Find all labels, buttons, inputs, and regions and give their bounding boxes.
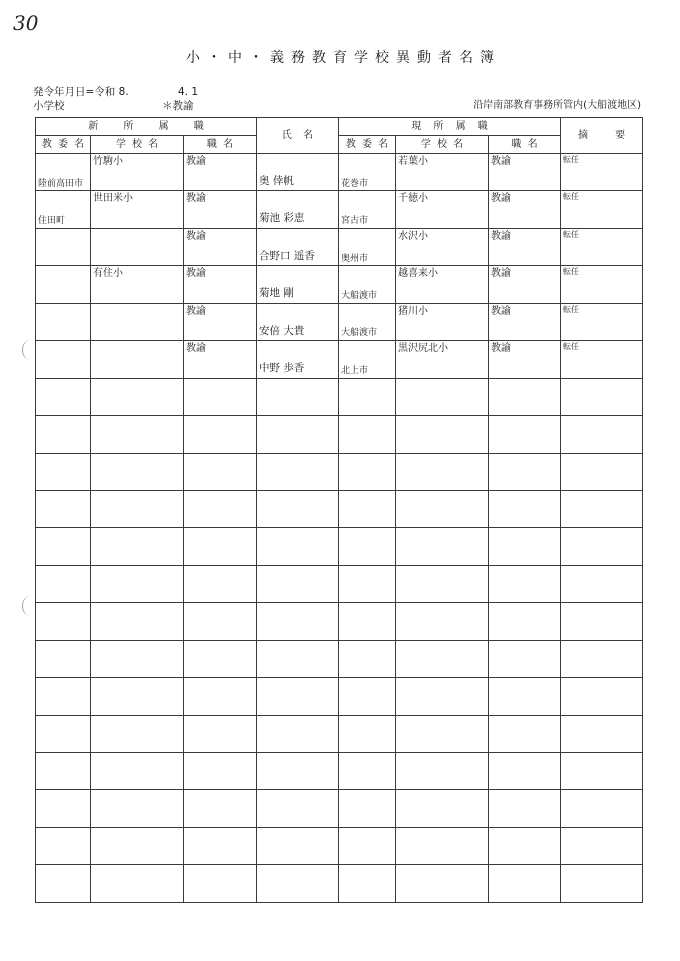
cell-name: [257, 603, 339, 640]
cell-remarks: [561, 753, 643, 790]
cell-new-position: [184, 603, 257, 640]
cell-new-board: [36, 303, 91, 340]
cell-current-board: [339, 827, 396, 864]
cell-remarks: [561, 528, 643, 565]
table-row: [36, 228, 643, 265]
header-current-position: 職 名: [489, 136, 561, 154]
cell-name: [257, 715, 339, 752]
cell-name: [257, 490, 339, 527]
cell-remarks: [561, 715, 643, 752]
cell-current-school: [396, 453, 489, 490]
cell-current-board: [339, 565, 396, 602]
cell-new-board: [36, 753, 91, 790]
cell-current-position: [489, 640, 561, 677]
cell-current-position: [489, 528, 561, 565]
cell-current-school: 猪川小: [396, 303, 489, 340]
cell-new-position: [184, 640, 257, 677]
cell-new-position: 教諭: [184, 191, 257, 228]
table-row: [36, 378, 643, 415]
cell-new-board: [36, 266, 91, 303]
cell-new-school: [91, 715, 184, 752]
position-filter: ＊教諭: [162, 100, 194, 112]
cell-current-board: [339, 715, 396, 752]
header-new-board: 教 委 名: [36, 136, 91, 154]
cell-remarks: [561, 565, 643, 602]
cell-new-school: [91, 640, 184, 677]
cell-remarks: 転任: [561, 341, 643, 378]
cell-current-position: [489, 865, 561, 902]
cell-current-board: [339, 453, 396, 490]
table-row: [36, 266, 643, 303]
cell-remarks: 転任: [561, 303, 643, 340]
cell-current-position: [489, 678, 561, 715]
cell-new-school: [91, 565, 184, 602]
cell-new-board: [36, 678, 91, 715]
cell-new-position: [184, 490, 257, 527]
table-row: [36, 678, 643, 715]
cell-new-position: [184, 378, 257, 415]
header-current-board: 教 委 名: [339, 136, 396, 154]
cell-current-school: [396, 753, 489, 790]
cell-new-position: 教諭: [184, 266, 257, 303]
table-body: [36, 154, 643, 903]
cell-new-school: [91, 753, 184, 790]
cell-new-position: [184, 790, 257, 827]
cell-new-school: [91, 603, 184, 640]
cell-current-school: 水沢小: [396, 228, 489, 265]
table-row: [36, 154, 643, 191]
cell-current-board: [339, 865, 396, 902]
cell-remarks: [561, 640, 643, 677]
cell-current-position: 教諭: [489, 154, 561, 191]
header-name: 氏 名: [257, 118, 339, 154]
table-row: [36, 865, 643, 902]
header-row-columns: [36, 136, 643, 154]
cell-new-position: [184, 827, 257, 864]
jurisdiction: 沿岸南部教育事務所管内(大船渡地区): [473, 100, 641, 111]
cell-current-position: 教諭: [489, 228, 561, 265]
cell-current-board: [339, 678, 396, 715]
cell-new-school: 世田米小: [91, 191, 184, 228]
cell-name: [257, 453, 339, 490]
cell-current-board: [339, 528, 396, 565]
cell-new-position: [184, 753, 257, 790]
cell-current-board: [339, 753, 396, 790]
cell-current-board: 花巻市: [339, 154, 396, 191]
cell-name: [257, 678, 339, 715]
cell-remarks: 転任: [561, 266, 643, 303]
cell-new-board: [36, 827, 91, 864]
cell-name: [257, 790, 339, 827]
cell-new-board: [36, 378, 91, 415]
cell-current-position: 教諭: [489, 303, 561, 340]
cell-current-school: [396, 865, 489, 902]
cell-current-school: 千徳小: [396, 191, 489, 228]
table-row: [36, 790, 643, 827]
table-row: [36, 416, 643, 453]
cell-name: 菊地 剛: [257, 266, 339, 303]
cell-current-board: 北上市: [339, 341, 396, 378]
cell-name: 安倍 大貴: [257, 303, 339, 340]
cell-current-school: [396, 715, 489, 752]
cell-current-school: [396, 678, 489, 715]
header-new-position: 職 名: [184, 136, 257, 154]
cell-current-position: [489, 565, 561, 602]
cell-new-school: [91, 453, 184, 490]
cell-new-board: 住田町: [36, 191, 91, 228]
cell-new-school: [91, 228, 184, 265]
table-row: [36, 753, 643, 790]
table-header: [36, 118, 643, 154]
cell-current-position: 教諭: [489, 266, 561, 303]
cell-current-position: [489, 490, 561, 527]
cell-new-school: [91, 378, 184, 415]
table-row: [36, 827, 643, 864]
cell-current-board: [339, 378, 396, 415]
cell-remarks: [561, 490, 643, 527]
cell-remarks: 転任: [561, 228, 643, 265]
issue-date-month-day: 4. 1: [178, 86, 199, 98]
table-row: [36, 453, 643, 490]
cell-remarks: [561, 453, 643, 490]
cell-current-board: [339, 490, 396, 527]
cell-new-school: [91, 790, 184, 827]
table-row: [36, 490, 643, 527]
cell-remarks: [561, 378, 643, 415]
cell-current-school: [396, 490, 489, 527]
cell-current-school: [396, 528, 489, 565]
cell-new-position: 教諭: [184, 228, 257, 265]
table-row: [36, 603, 643, 640]
cell-remarks: [561, 827, 643, 864]
cell-new-board: [36, 603, 91, 640]
cell-new-school: [91, 490, 184, 527]
cell-new-board: [36, 228, 91, 265]
cell-new-school: [91, 303, 184, 340]
handwritten-page-number: 30: [13, 11, 39, 35]
cell-current-school: [396, 378, 489, 415]
cell-new-board: [36, 640, 91, 677]
cell-name: [257, 865, 339, 902]
cell-current-board: 大船渡市: [339, 303, 396, 340]
cell-current-school: 黒沢尻北小: [396, 341, 489, 378]
cell-current-school: [396, 416, 489, 453]
cell-new-board: [36, 865, 91, 902]
cell-current-position: [489, 753, 561, 790]
cell-name: 奥 倖帆: [257, 154, 339, 191]
cell-new-school: [91, 678, 184, 715]
cell-current-school: [396, 565, 489, 602]
transfer-roster-table: [35, 117, 643, 903]
cell-current-position: [489, 416, 561, 453]
cell-new-board: [36, 528, 91, 565]
cell-new-position: [184, 453, 257, 490]
table-row: [36, 303, 643, 340]
cell-current-school: 若葉小: [396, 154, 489, 191]
cell-current-board: [339, 640, 396, 677]
issue-date-label: 発令年月日=令和 8.: [33, 86, 129, 98]
header-remarks: 摘 要: [561, 118, 643, 154]
cell-new-board: [36, 341, 91, 378]
cell-current-position: [489, 827, 561, 864]
cell-current-position: [489, 603, 561, 640]
cell-name: [257, 416, 339, 453]
cell-new-board: [36, 715, 91, 752]
cell-name: 菊池 彩恵: [257, 191, 339, 228]
cell-new-school: 竹駒小: [91, 154, 184, 191]
header-current-school: 学 校 名: [396, 136, 489, 154]
cell-new-position: [184, 715, 257, 752]
cell-new-position: [184, 678, 257, 715]
cell-remarks: [561, 678, 643, 715]
cell-name: [257, 378, 339, 415]
cell-new-board: [36, 790, 91, 827]
cell-new-school: [91, 528, 184, 565]
cell-new-position: 教諭: [184, 303, 257, 340]
cell-current-position: 教諭: [489, 341, 561, 378]
cell-new-school: 有住小: [91, 266, 184, 303]
cell-current-board: 大船渡市: [339, 266, 396, 303]
cell-new-board: [36, 453, 91, 490]
cell-current-position: 教諭: [489, 191, 561, 228]
cell-new-school: [91, 416, 184, 453]
table-row: [36, 565, 643, 602]
cell-new-school: [91, 865, 184, 902]
cell-new-board: [36, 416, 91, 453]
cell-current-board: 宮古市: [339, 191, 396, 228]
header-row-group: [36, 118, 643, 136]
cell-name: [257, 565, 339, 602]
cell-new-position: 教諭: [184, 341, 257, 378]
cell-remarks: [561, 416, 643, 453]
cell-new-board: [36, 565, 91, 602]
cell-current-board: [339, 416, 396, 453]
cell-current-position: [489, 378, 561, 415]
cell-current-position: [489, 790, 561, 827]
cell-current-board: [339, 603, 396, 640]
cell-new-position: [184, 565, 257, 602]
header-new-school: 学 校 名: [91, 136, 184, 154]
cell-remarks: 転任: [561, 154, 643, 191]
table-row: [36, 341, 643, 378]
cell-new-position: [184, 416, 257, 453]
cell-current-board: 奥州市: [339, 228, 396, 265]
table-row: [36, 640, 643, 677]
table-row: [36, 715, 643, 752]
cell-name: 中野 歩香: [257, 341, 339, 378]
cell-name: [257, 753, 339, 790]
cell-new-position: 教諭: [184, 154, 257, 191]
cell-name: [257, 640, 339, 677]
cell-remarks: 転任: [561, 191, 643, 228]
cell-new-school: [91, 341, 184, 378]
cell-new-position: [184, 865, 257, 902]
cell-current-school: [396, 640, 489, 677]
cell-new-board: [36, 490, 91, 527]
cell-name: [257, 528, 339, 565]
cell-current-school: [396, 827, 489, 864]
cell-current-school: [396, 603, 489, 640]
table-row: [36, 191, 643, 228]
cell-new-position: [184, 528, 257, 565]
school-type: 小学校: [33, 100, 65, 112]
cell-name: 合野口 遥香: [257, 228, 339, 265]
table-row: [36, 528, 643, 565]
cell-remarks: [561, 603, 643, 640]
cell-current-position: [489, 453, 561, 490]
cell-current-school: [396, 790, 489, 827]
cell-new-school: [91, 827, 184, 864]
cell-current-position: [489, 715, 561, 752]
header-current-affiliation: 現 所 属 職: [339, 118, 561, 136]
cell-name: [257, 827, 339, 864]
page-title: 小・中・義務教育学校異動者名簿: [186, 50, 501, 66]
cell-new-board: 陸前高田市: [36, 154, 91, 191]
cell-current-school: 越喜来小: [396, 266, 489, 303]
cell-current-board: [339, 790, 396, 827]
cell-remarks: [561, 790, 643, 827]
header-new-affiliation: 新 所 属 職: [36, 118, 257, 136]
cell-remarks: [561, 865, 643, 902]
